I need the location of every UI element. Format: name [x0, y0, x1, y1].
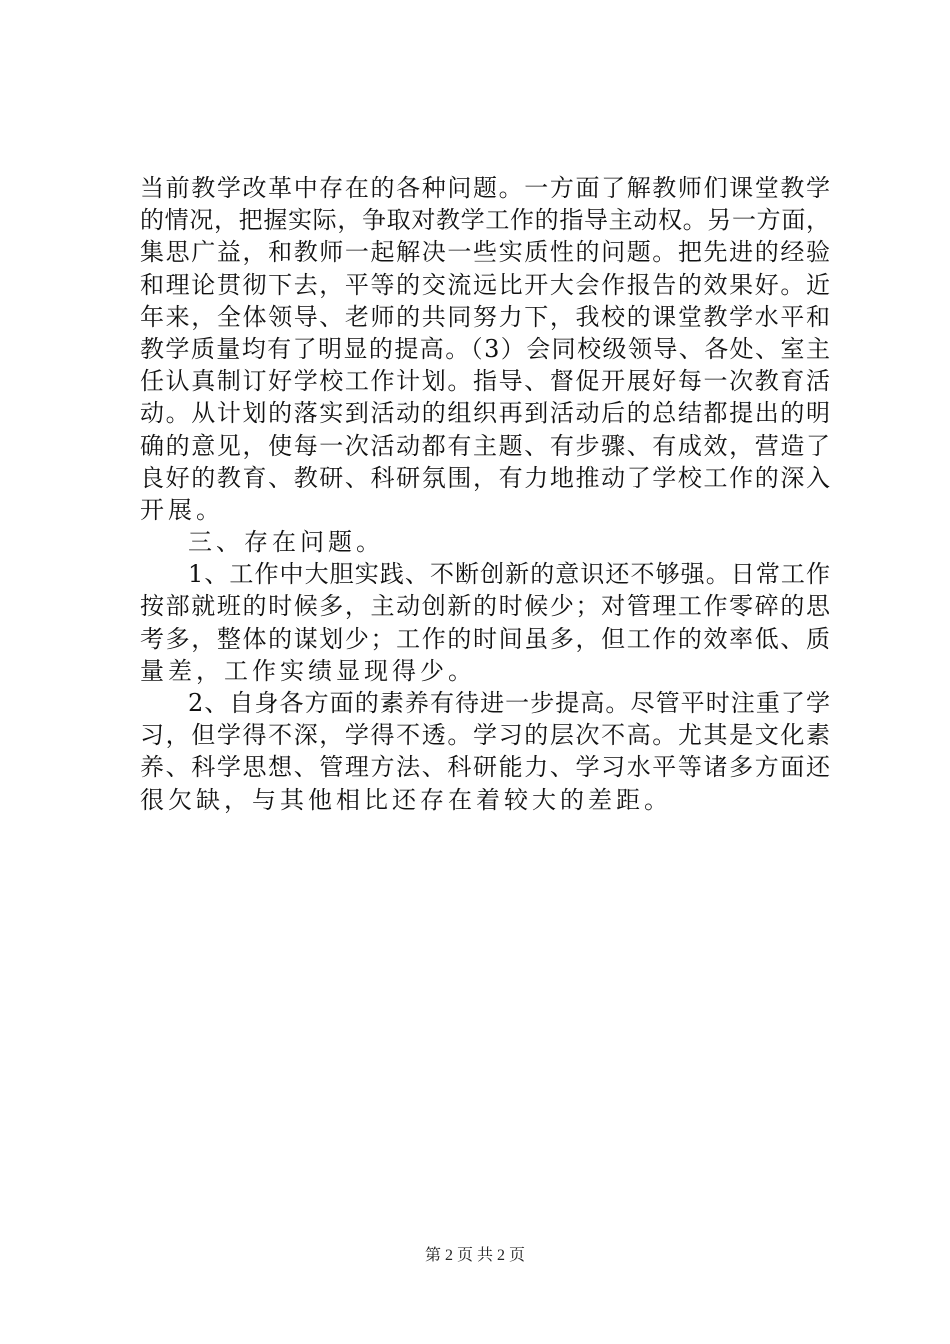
text-line: 教学质量均有了明显的提高。（3）会同校级领导、各处、室主 [140, 334, 830, 363]
text-line: 开展。 [140, 495, 224, 524]
section-heading: 三、存在问题。 [188, 528, 384, 557]
text-line: 良好的教育、教研、科研氛围，有力地推动了学校工作的深入 [140, 463, 830, 492]
text-line: 年来，全体领导、老师的共同努力下，我校的课堂教学水平和 [140, 302, 830, 331]
text-line: 当前教学改革中存在的各种问题。一方面了解教师们课堂教学 [140, 174, 830, 202]
text-line: 集思广益，和教师一起解决一些实质性的问题。把先进的经验 [140, 238, 830, 267]
text-line: 考多，整体的谋划少；工作的时间虽多，但工作的效率低、质 [140, 624, 830, 653]
text-line: 按部就班的时候多，主动创新的时候少；对管理工作零碎的思 [140, 592, 830, 621]
text-line: 量差，工作实绩显现得少。 [140, 656, 476, 685]
text-line: 习，但学得不深，学得不透。学习的层次不高。尤其是文化素 [140, 721, 830, 750]
body-text [140, 172, 830, 816]
text-line: 确的意见，使每一次活动都有主题、有步骤、有成效，营造了 [140, 431, 830, 460]
text-line: 2、自身各方面的素养有待进一步提高。尽管平时注重了学 [188, 689, 830, 717]
text-line: 很欠缺，与其他相比还存在着较大的差距。 [140, 785, 672, 814]
text-line: 养、科学思想、管理方法、科研能力、学习水平等诸多方面还 [140, 753, 830, 782]
text-line: 1、工作中大胆实践、不断创新的意识还不够强。日常工作 [188, 560, 830, 589]
text-line: 的情况，把握实际，争取对教学工作的指导主动权。另一方面， [140, 206, 830, 235]
text-line: 动。从计划的落实到活动的组织再到活动后的总结都提出的明 [140, 399, 830, 428]
text-line: 和理论贯彻下去，平等的交流远比开大会作报告的效果好。近 [140, 270, 830, 299]
text-line: 任认真制订好学校工作计划。指导、督促开展好每一次教育活 [140, 367, 830, 396]
page-footer: 第 2 页 共 2 页 [424, 1247, 525, 1264]
